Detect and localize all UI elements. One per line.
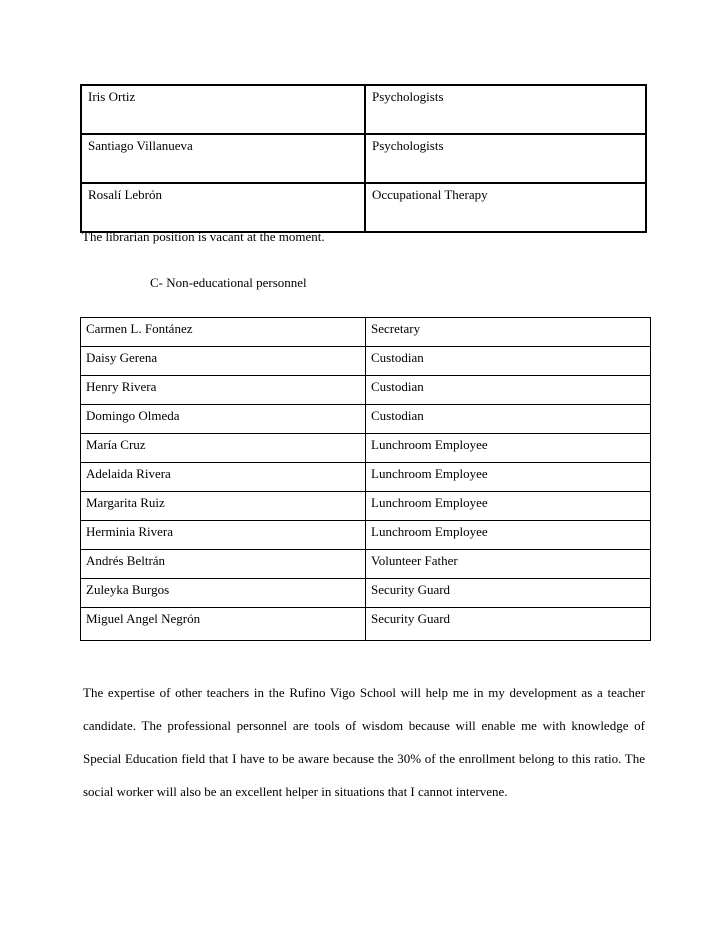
table-row <box>81 85 646 134</box>
personnel-role: Security Guard <box>366 579 651 608</box>
personnel-role: Custodian <box>366 347 651 376</box>
personnel-role: Custodian <box>366 376 651 405</box>
staff-role: Occupational Therapy <box>365 183 646 232</box>
personnel-name: Andrés Beltrán <box>81 550 366 579</box>
personnel-role: Lunchroom Employee <box>366 492 651 521</box>
table-row <box>81 434 651 463</box>
personnel-role: Lunchroom Employee <box>366 463 651 492</box>
noneducational-table <box>80 317 651 641</box>
personnel-name: Margarita Ruiz <box>81 492 366 521</box>
table-row <box>81 134 646 183</box>
staff-role: Psychologists <box>365 85 646 134</box>
table-row <box>81 579 651 608</box>
personnel-role: Lunchroom Employee <box>366 521 651 550</box>
personnel-name: Carmen L. Fontánez <box>81 318 366 347</box>
staff-name: Iris Ortiz <box>81 85 365 134</box>
personnel-role: Volunteer Father <box>366 550 651 579</box>
personnel-name: Herminia Rivera <box>81 521 366 550</box>
table-row <box>81 463 651 492</box>
section-heading: C- Non-educational personnel <box>150 275 307 290</box>
table-row <box>81 318 651 347</box>
table-row <box>81 405 651 434</box>
table-row <box>81 347 651 376</box>
table-row <box>81 376 651 405</box>
table-row <box>81 608 651 641</box>
personnel-role: Security Guard <box>366 608 651 641</box>
table-row <box>81 183 646 232</box>
staff-name: Santiago Villanueva <box>81 134 365 183</box>
personnel-role: Secretary <box>366 318 651 347</box>
staff-role: Psychologists <box>365 134 646 183</box>
personnel-role: Lunchroom Employee <box>366 434 651 463</box>
table-row <box>81 521 651 550</box>
staff-table <box>80 84 647 233</box>
personnel-name: Adelaida Rivera <box>81 463 366 492</box>
staff-name: Rosalí Lebrón <box>81 183 365 232</box>
personnel-role: Custodian <box>366 405 651 434</box>
personnel-name: Zuleyka Burgos <box>81 579 366 608</box>
librarian-note: The librarian position is vacant at the moment. <box>82 229 325 244</box>
body-paragraph: The expertise of other teachers in the Rufino Vigo School will help me in my development as a teacher candidate. The professional personnel are tools of wisdom because will enable me with knowledge of Special Education field that I have to be aware because the 30% of the enrollment belong to this ratio. The social worker will also be an excellent helper in situations that I cannot intervene. <box>83 685 645 799</box>
personnel-name: Miguel Angel Negrón <box>81 608 366 641</box>
personnel-name: Henry Rivera <box>81 376 366 405</box>
table-row <box>81 492 651 521</box>
personnel-name: María Cruz <box>81 434 366 463</box>
table-row <box>81 550 651 579</box>
personnel-name: Daisy Gerena <box>81 347 366 376</box>
personnel-name: Domingo Olmeda <box>81 405 366 434</box>
